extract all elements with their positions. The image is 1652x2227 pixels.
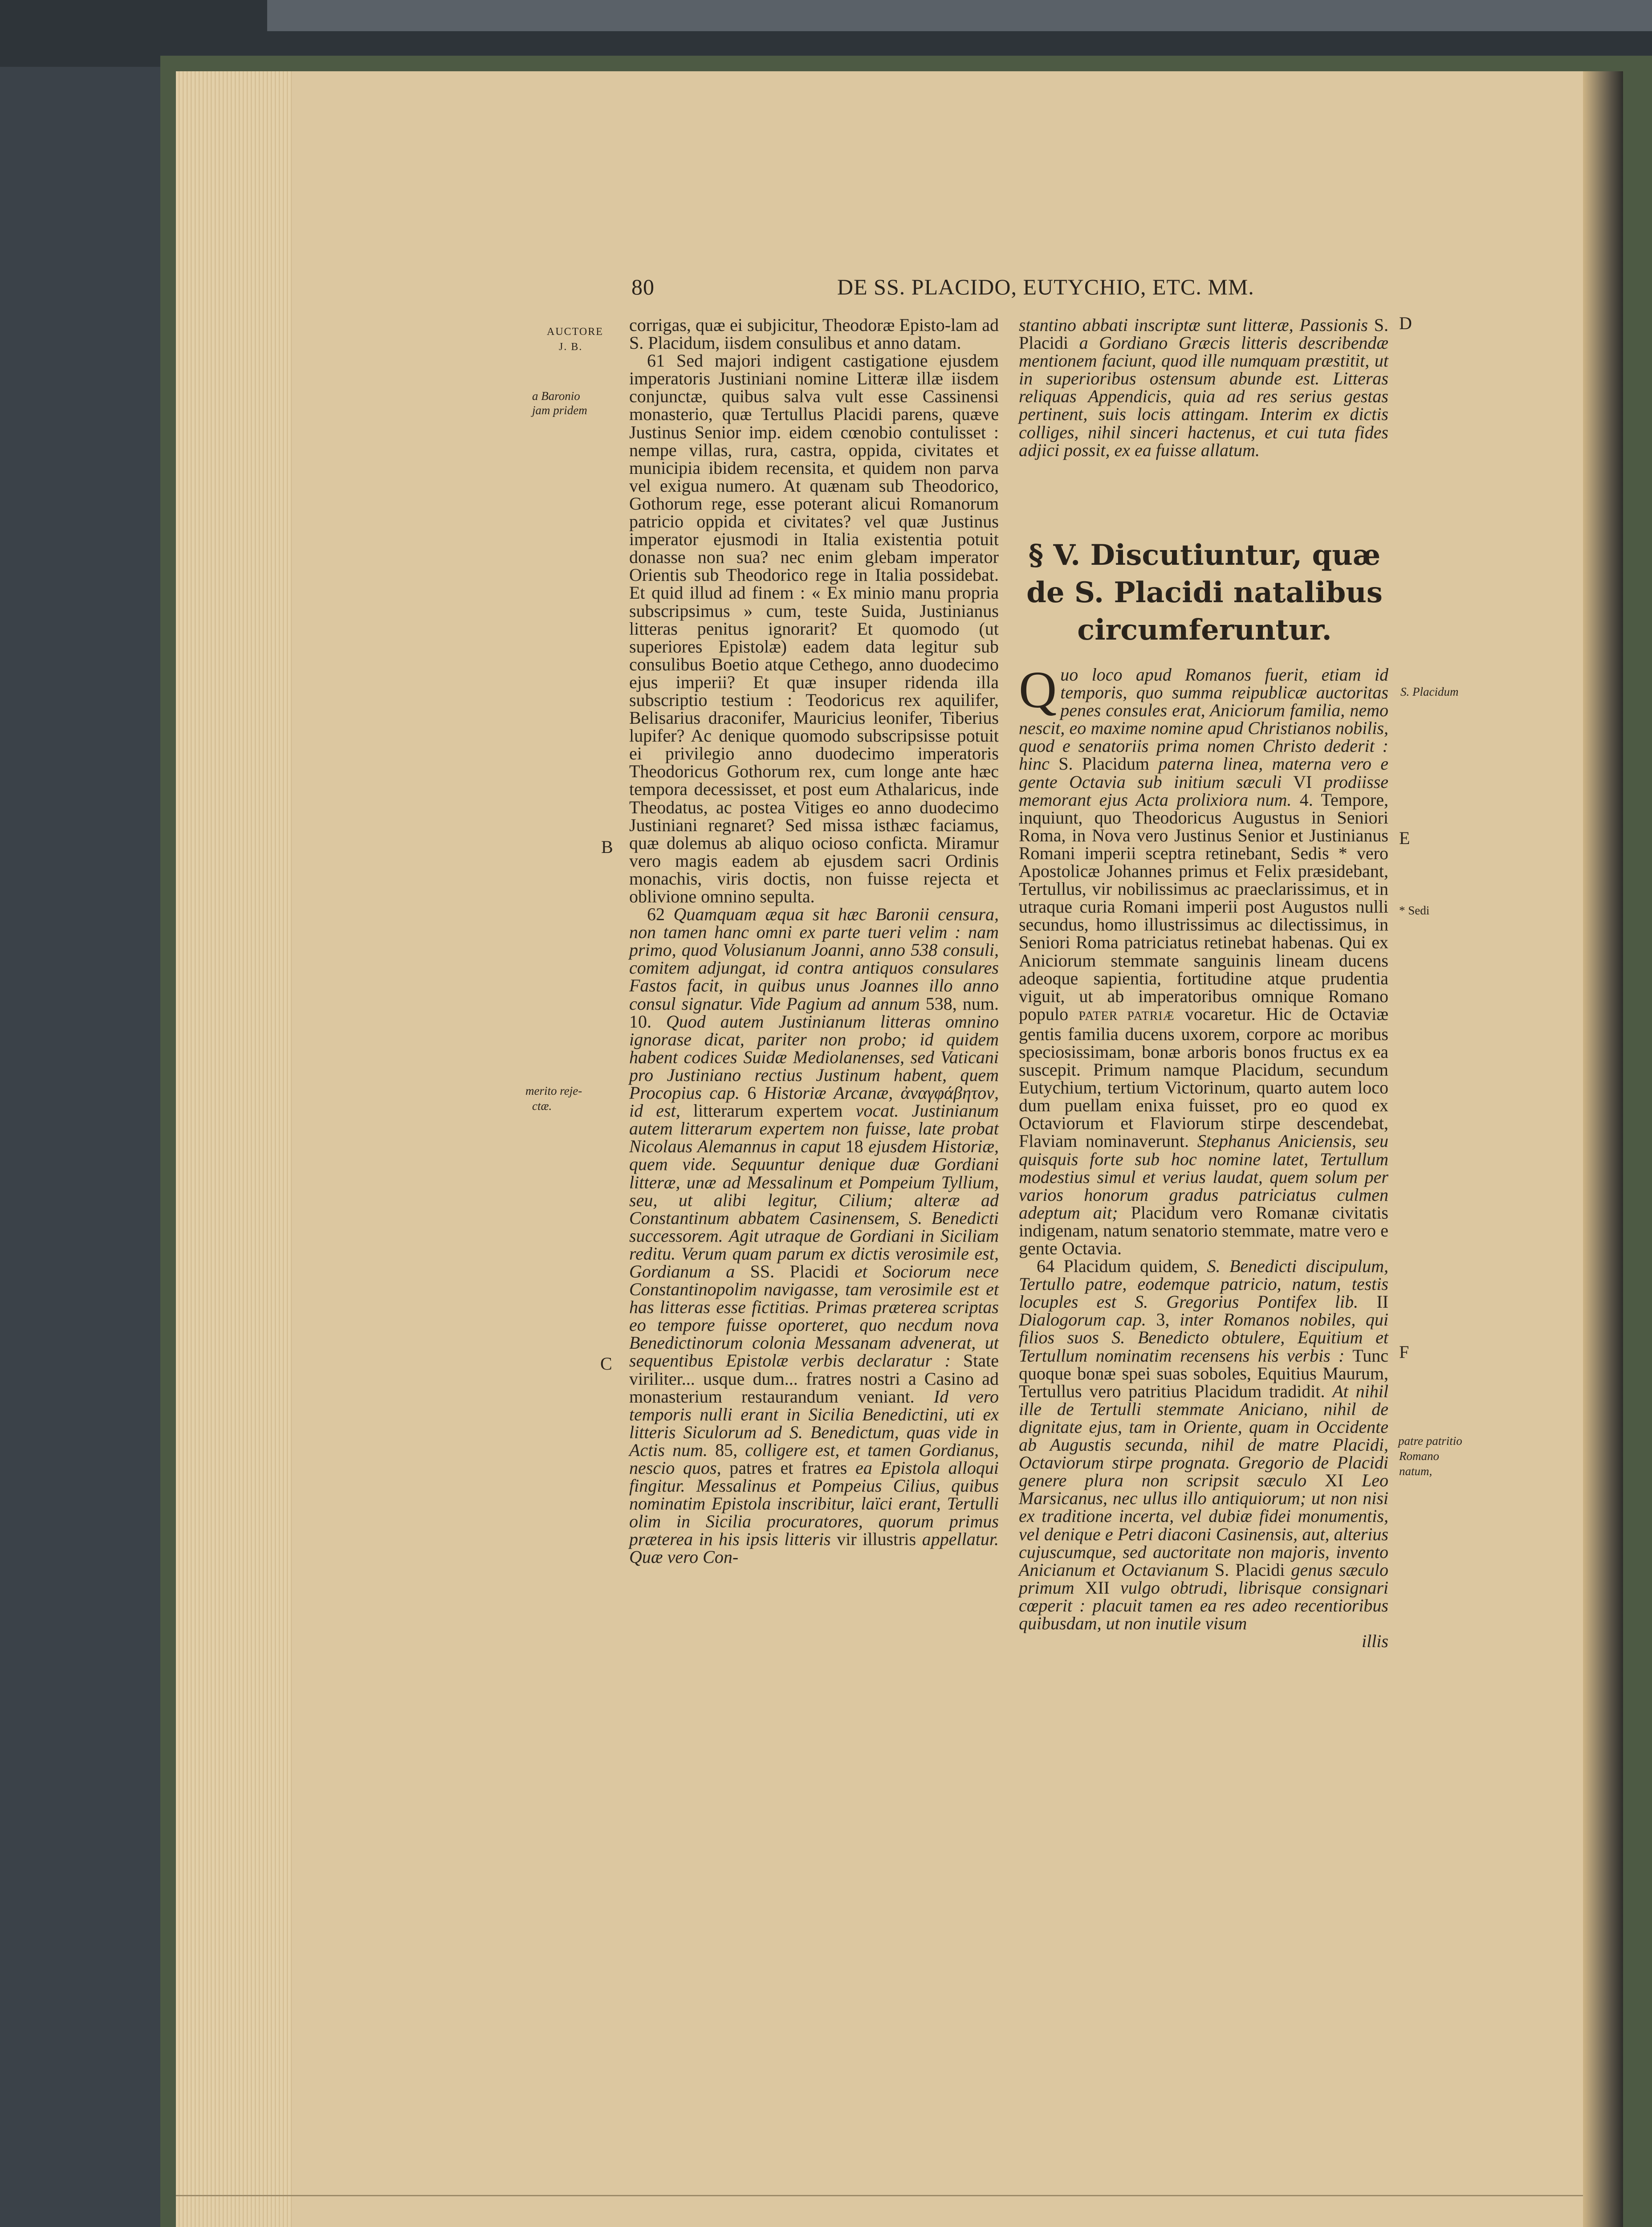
paragraph-63 xyxy=(1019,661,1389,1258)
margin-auctore-initials: J. B. xyxy=(559,341,583,353)
roman-run: vocaretur. Hic de Octaviæ gentis familia ducens uxorem, corpore ac moribus speciosissimam, bonæ arboris bonos fructus ex ea suscepit. Primum namque Placidum, secundum Eutychium, tertium Victorinum, quarto autem loco dum puellam enixa fuisset, pro eo quod ex Octaviorum et Flaviorum stirpe descendebat, Flaviam nominaverunt. xyxy=(1019,1003,1388,1151)
margin-note-baronio-2: jam pridem xyxy=(532,404,587,417)
paragraph-continuation-right xyxy=(1019,316,1388,459)
italic-run: paterna linea, materna vero e gente Octavia sub initium sæculi xyxy=(1019,754,1389,792)
section-heading: § V. Discutiuntur, quæ de S. Placidi natalibus circumferuntur. xyxy=(1026,538,1383,647)
bottom-rule xyxy=(176,2195,1583,2196)
italic-run: appellatur. Quæ vero Con- xyxy=(629,1529,999,1567)
page-number: 80 xyxy=(631,274,655,299)
italic-run: Id vero temporis nulli erant in Sicilia Benedictini, uti ex litteris Siculorum ad S. Benedictum, quas vide in Actis num. xyxy=(629,1386,999,1460)
roman-run: litterarum expertem xyxy=(693,1101,843,1121)
drop-cap: Q xyxy=(1019,661,1057,719)
paragraph-61: 61 Sed majori indigent castigatione ejusdem imperatoris Justiniani nomine Litteræ illæ iisdem conjunctæ, quibus salva vult esse Cassinensi monasterio, quæ Tertullus Placidi parens, quæve Justinus Senior imp. eidem cœnobio contulisset : nempe villas, rura, castra, oppida, civitates et municipia ibidem recensita, et quidem non parva vel exigua numero. At quænam sub Theodorico, Gothorum rege, esse poterant alicui Romanorum patricio oppida et civitates? vel quæ Justinus imperator ejusmodi in Italia existentia potuit donasse non sua? nec enim glebam imperator Orientis sub Theodorico rege in Italia possidebat. Et quid illud ad finem : « Ex minio manu propria subscripsimus » cum, teste Suida, Justinianus litteras penitus ignorarit? Et quomodo (ut superiores Epistolæ) eadem data legitur sub consulibus Boetio atque Cethego, anno duodecimo ejus imperii? Et quæ insuper ridenda illa subscriptio testium : Teodoricus rex aquilifer, Belisarius draconifer, Mauricius leonifer, Tiberius lupifer? Ac denique quomodo subscripsisse potuit ei privilegio anno duodecimo imperatoris Theodoricus Gothorum rex, cum longe ante hæc tempora decessisset, et post eum Athalaricus, inde Theodatus, ac postea Vitiges eo anno duodecimo Justiniani regnaret? Sed missa isthæc faciamus, quæ dolemus ab aliquo ocioso conficta. Miramur vero magis eadem ab ejusdem sacri Ordinis monachis, viris doctis, non fuisse rejecta et oblivione omnino sepulta. xyxy=(629,351,999,906)
italic-run: et Sociorum nece Constantinopolim navigasse, tam verosimile est et has litteras esse fictitias. Primas præterea scriptas eo tempore fuisse oporteret, quo necdum nova Benedictinorum colonia Messanam advenerat, ut sequentibus Epistolæ verbis declaratur : xyxy=(629,1261,999,1371)
roman-run: S. Placidum xyxy=(1058,754,1149,774)
italic-run: stantino abbati inscriptæ sunt litteræ, Passionis xyxy=(1019,315,1368,335)
italic-run: Quamquam æqua sit hæc Baronii censura, non tamen hanc omni ex parte tueri velim : nam primo, quod Volusianum Joanni, anno 538 consuli, comitem adjungat, id contra antiquos consulares Fastos facit, in quibus unus Joannes illo anno consul signatur. Vide Pagium ad annum xyxy=(629,904,999,1014)
italic-run: colligere est, et tamen Gordianus, nescio quos, xyxy=(629,1440,999,1478)
paragraph-continuation: corrigas, quæ ei subjicitur, Theodoræ Episto-lam ad S. Placidum, iisdem consulibus et anno datam. xyxy=(629,315,999,353)
italic-run: vocat. Justinianum autem litterarum expertem non fuisse, late probat Nicolaus Alemannus in caput xyxy=(629,1101,999,1157)
roman-run: 18 xyxy=(845,1136,863,1157)
italic-run: vulgo obtrudi, librisque consignari cœperit : placuit tamen ea res adeo recentioribus quibusdam, ut non inutile visum xyxy=(1019,1577,1389,1633)
roman-run: 85, xyxy=(715,1440,738,1460)
italic-run: a Gordiano Græcis litteris describendæ mentionem faciunt, quod ille numquam præstitit, ut in superioribus ostensum abunde est. Litteras reliquas Appendicis, quia ad res serius gestas pertinent, suis locis attingam. Interim ex dictis colliges, nihil sinceri hactenus, et cui tuta fides adjici possit, ex ea fuisse allatum. xyxy=(1019,333,1389,460)
roman-run: vir illustris xyxy=(837,1529,916,1550)
margin-note-placidum: S. Placidum xyxy=(1400,685,1459,698)
margin-note-patre-3: natum, xyxy=(1399,1464,1432,1478)
italic-run: uo loco apud Romanos fuerit, etiam id temporis, quo summa reipublicæ auctoritas penes consules erat, Aniciorum familia, nemo nescit, eo maxime nomine apud Christianos nobilis, quod e senatoriis prima nomen Christo dederit : hinc xyxy=(1019,665,1388,774)
roman-run: S. Placidi xyxy=(1019,315,1389,353)
roman-run: 64 Placidum quidem, xyxy=(1037,1256,1198,1277)
roman-run: XII xyxy=(1085,1577,1110,1598)
margin-note-merito-2: ctæ. xyxy=(532,1099,552,1113)
margin-letter-c: C xyxy=(600,1354,612,1374)
roman-run: S. Placidi xyxy=(1214,1559,1285,1580)
margin-letter-d: D xyxy=(1399,313,1412,333)
roman-run: 4. Tempore, inquiunt, quo Theodoricus Augustus in Seniori Roma, in Nova vero Justinus Senior et Justinianus Romani imperii sceptra retinebant, Sedis * vero Apostolicæ Johannes primus et Felix præsidebant, Tertullus, vir nobilissimus ac praeclarissimus, et in utraque curia Romani imperii post Augustos nulli secundus, homo illustrissimus ac dilectissimus, in Seniori Roma patriciatus retinebat habenas. Qui ex Aniciorum stemmate sanguinis lineam ducens adeoque sapientia, fortitudine atque prudentia viguit, ut ab imperatoribus omnique Romano populo xyxy=(1019,789,1389,1024)
paragraph-64 xyxy=(1019,1257,1388,1632)
italic-run: inter Romanos nobiles, qui filios suos S. Benedicto obtulere, Equitium et Tertullum nominatim recensens his verbis : xyxy=(1019,1309,1389,1366)
margin-footnote-sedi: * Sedi xyxy=(1399,904,1430,917)
paragraph-number: 62 xyxy=(647,904,665,925)
catchword: illis xyxy=(1361,1631,1388,1652)
italic-run: genus sæculo primum xyxy=(1019,1559,1389,1598)
roman-run: State viriliter... usque dum... fratres nostri a Casino ad monasterium restaurandum veniant. xyxy=(629,1350,999,1407)
margin-auctore: AUCTORE xyxy=(547,326,603,338)
italic-run: Historiæ Arcanæ, ἀναγφάβητον, id est, xyxy=(629,1083,999,1121)
roman-run: SS. Placidi xyxy=(750,1261,839,1281)
margin-note-patre-2: Romano xyxy=(1399,1449,1439,1463)
italic-run: Leo Marsicanus, nec ullus illo antiquiorum; ut non nisi ex traditione incerta, vel dubiæ fidei monumentis, vel denique e Petri diaconi Casinensis, aut, alterius cujuscumque, sed auctoritate non majoris, invento Anicianum et Octavianum xyxy=(1019,1470,1389,1580)
roman-run: patres et fratres xyxy=(729,1458,847,1478)
roman-run: 538, num. 10. xyxy=(629,993,999,1032)
italic-run: ejusdem Historiæ, quem vide. Sequuntur denique duæ Gordiani litteræ, unæ ad Messalinum et Pompeium Tyllium, seu, ut alibi legitur, Cilium; alteræ ad Constantinum abbatem Casinensem, S. Benedicti successorem. Agit utraque de Gordiani in Siciliam reditu. Verum quam parum ex dictis verosimile est, Gordianum a xyxy=(629,1136,999,1281)
running-title: DE SS. PLACIDO, EUTYCHIO, ETC. MM. xyxy=(837,274,1254,299)
right-column-body xyxy=(1019,661,1389,1652)
italic-run: prodiisse memorant ejus Acta prolixiora num. xyxy=(1019,771,1389,810)
small-caps-run: PATER PATRIÆ xyxy=(1078,1009,1175,1023)
page-gutter xyxy=(1583,71,1623,2227)
roman-run: VI xyxy=(1293,771,1312,792)
paragraph-62 xyxy=(629,905,999,1566)
margin-note-patre: patre patritio xyxy=(1398,1434,1462,1448)
right-column-top xyxy=(1019,316,1388,459)
italic-run: S. Benedicti discipulum, Tertullo patre, eodemque patricio, natum, testis locuples est S. Gregorius Pontifex lib. xyxy=(1019,1256,1388,1312)
adjacent-book xyxy=(267,0,1652,31)
roman-run: Tunc quoque bonæ spei suas soboles, Equitius Maurum, Tertullus vero patritius Placidum tradidit. xyxy=(1019,1345,1388,1401)
left-column xyxy=(629,316,999,1566)
roman-run: 3, xyxy=(1156,1309,1170,1330)
roman-run: XI xyxy=(1324,1470,1344,1491)
italic-run: Quod autem Justinianum litteras omnino ignorase dicat, pariter non probo; id quidem habent codices Suidæ Mediolanenses, sed Vaticani pro Justiniano rectius Justinum habent, quem Procopius cap. xyxy=(629,1011,999,1103)
margin-note-baronio: a Baronio xyxy=(532,389,580,403)
margin-letter-b: B xyxy=(601,837,613,857)
italic-run: Stephanus Aniciensis, seu quisquis forte sub hoc nomine latet, Tertullum modestius simul et verius laudat, quem solum per varios honorum gradus patriciatus culmen adeptum ait; xyxy=(1019,1131,1389,1223)
page-edges xyxy=(176,71,292,2227)
roman-run: Placidum vero Romanæ civitatis indigenam, natum senatorio stemmate, matre vero e gente Octavia. xyxy=(1019,1202,1388,1258)
margin-letter-f: F xyxy=(1399,1342,1409,1362)
roman-run: II xyxy=(1376,1292,1389,1312)
margin-note-merito: merito reje- xyxy=(525,1084,582,1097)
roman-run: 6 xyxy=(747,1083,757,1103)
italic-run: Dialogorum cap. xyxy=(1019,1309,1146,1330)
italic-run: ea Epistola alloqui fingitur. Messalinus et Pompeius Cilius, quibus nominatim Epistola inscribitur, laïci erant, Tertulli olim in Sicilia procuratores, quorum primus præterea in his ipsis litteris xyxy=(629,1458,999,1550)
italic-run: At nihil ille de Tertulli stemmate Aniciano, nihil de dignitate ejus, tam in Oriente, quam in Occidente ab Augustis secunda, nihil de matre Placidi, Octaviorum stirpe prognata. Gregorio de Placidi genere plura non scripsit sæculo xyxy=(1019,1381,1388,1491)
margin-letter-e: E xyxy=(1399,828,1410,848)
